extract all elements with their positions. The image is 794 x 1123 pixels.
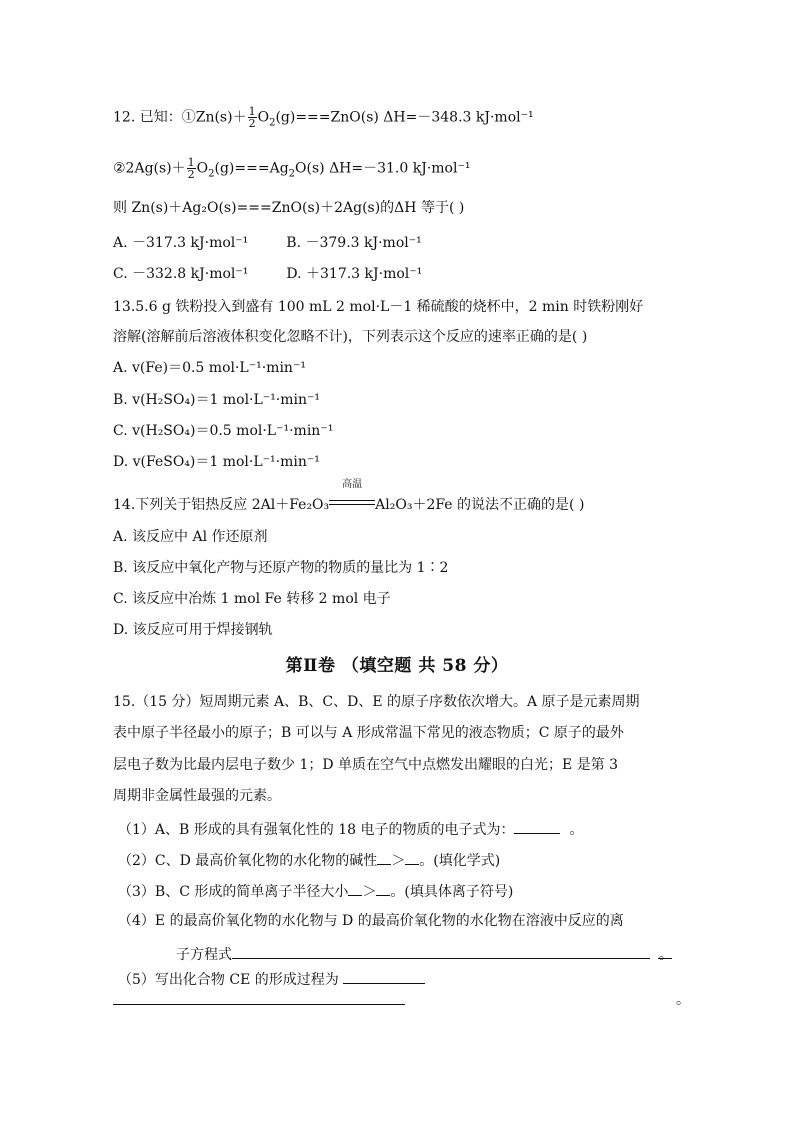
q14-option-b: B. 该反应中氧化产物与还原产物的物质的量比为 1∶2 xyxy=(113,560,449,576)
q13-stem-line2: 溶解(溶解前后溶液体积变化忽略不计)，下列表示这个反应的速率正确的是( ) xyxy=(113,329,588,345)
q15-sub3-gt: ＞ xyxy=(362,884,377,900)
q15-sub3-end: 。(填具体离子符号) xyxy=(390,884,514,900)
reaction-condition: 高温 xyxy=(342,479,363,490)
q15-sub5 xyxy=(118,968,734,990)
fraction-one-half xyxy=(248,106,257,129)
q12-line2-pre: ②2Ag(s)＋ xyxy=(113,160,186,177)
q12-line2-sub: 2 xyxy=(208,168,215,180)
q13-option-a: A. v(Fe)＝0.5 mol·L⁻¹·min⁻¹ xyxy=(113,360,306,376)
q15-sub5-end: 。 xyxy=(676,992,690,1008)
q12-options-ab xyxy=(113,233,734,253)
q14-option-d: D. 该反应可用于焊接钢轨 xyxy=(113,622,273,638)
q14-option-a: A. 该反应中 Al 作还原剂 xyxy=(113,529,268,545)
fraction-numerator-2: 1 xyxy=(187,156,195,169)
answer-blank-3a[interactable] xyxy=(348,880,362,896)
q14-option-c: C. 该反应中冶炼 1 mol Fe 转移 2 mol 电子 xyxy=(113,591,391,607)
q15-sub1-end: 。 xyxy=(569,822,584,838)
q12-line2 xyxy=(113,157,734,180)
q15-stem-line2: 表中原子半径最小的原子；B 可以与 A 形成常温下常见的液态物质；C 原子的最外 xyxy=(113,725,624,741)
q15-sub5-text: （5）写出化合物 CE 的形成过程为 xyxy=(118,972,339,988)
q12-line2-post: O(s) ΔH=－31.0 kJ·mol⁻¹ xyxy=(295,160,471,177)
q12-line1 xyxy=(113,106,734,129)
q13-option-c: C. v(H₂SO₄)＝0.5 mol·L⁻¹·min⁻¹ xyxy=(113,423,334,439)
section-heading: 第Ⅱ卷 （填空题 共 58 分） xyxy=(285,656,509,676)
q15-stem-line1: 15.（15 分）短周期元素 A、B、C、D、E 的原子序数依次增大。A 原子是元素周期 xyxy=(113,694,640,710)
fraction-numerator: 1 xyxy=(248,105,256,118)
q12-line1-o: O xyxy=(257,109,270,126)
q14-stem-post: Al₂O₃＋2Fe 的说法不正确的是( ) xyxy=(375,497,585,513)
answer-blank-2a[interactable] xyxy=(377,849,391,865)
q15-sub3 xyxy=(118,880,734,902)
q12-line1-post: (g)===ZnO(s) ΔH=－348.3 kJ·mol⁻¹ xyxy=(275,109,534,126)
answer-blank-3b[interactable] xyxy=(376,880,390,896)
q12-line1-pre: 12. 已知：①Zn(s)＋ xyxy=(113,109,247,126)
q12-line2-sub2: 2 xyxy=(288,168,296,180)
q15-sub3-text: （3）B、C 形成的简单离子半径大小 xyxy=(118,884,349,900)
q15-sub4-end: 。 xyxy=(658,947,673,963)
q12-line2-o: O xyxy=(196,160,209,177)
q12-option-c: C. －332.8 kJ·mol⁻¹ xyxy=(113,266,249,282)
q14-stem xyxy=(113,479,734,515)
answer-blank-5b[interactable] xyxy=(113,1004,405,1005)
answer-blank-4[interactable] xyxy=(232,943,650,959)
q15-stem-line4: 周期非金属性最强的元素。 xyxy=(113,788,281,804)
reaction-condition-arrow xyxy=(329,479,375,509)
q15-sub1 xyxy=(118,818,734,840)
answer-blank-1[interactable] xyxy=(514,818,560,834)
q12-stem: 则 Zn(s)＋Ag₂O(s)===ZnO(s)＋2Ag(s)的ΔH 等于( ) xyxy=(113,200,465,216)
q15-sub4-label: 子方程式 xyxy=(176,947,232,963)
fraction-one-half-2 xyxy=(187,157,196,180)
q15-sub2-end: 。(填化学式) xyxy=(419,853,501,869)
q13-stem-line1: 13.5.6 g 铁粉投入到盛有 100 mL 2 mol·L－1 稀硫酸的烧杯中，2 min 时铁粉刚好 xyxy=(113,299,644,315)
q15-stem-line3: 层电子数为比最内层电子数少 1；D 单质在空气中点燃发出耀眼的白光；E 是第 3 xyxy=(113,757,619,773)
q12-line2-mid: (g)===Ag xyxy=(214,160,289,177)
q12-line1-sub: 2 xyxy=(269,117,276,129)
q15-sub1-text: （1）A、B 形成的具有强氧化性的 18 电子的物质的电子式为： xyxy=(118,822,515,838)
q15-sub2 xyxy=(118,849,734,871)
fraction-denominator: 2 xyxy=(248,117,256,130)
q13-option-b: B. v(H₂SO₄)＝1 mol·L⁻¹·min⁻¹ xyxy=(113,392,321,408)
answer-blank-5a[interactable] xyxy=(343,968,425,984)
q14-stem-pre: 14.下列关于铝热反应 2Al＋Fe₂O₃ xyxy=(113,497,330,513)
fraction-denominator-2: 2 xyxy=(187,168,195,181)
q15-sub2-text: （2）C、D 最高价氧化物的水化物的碱性 xyxy=(118,853,378,869)
q15-sub4-line1: （4）E 的最高价氧化物的水化物与 D 的最高价氧化物的水化物在溶液中反应的离 xyxy=(118,913,624,929)
q12-options-cd xyxy=(113,264,734,284)
answer-blank-4-tail xyxy=(658,958,672,959)
double-line-equals xyxy=(329,500,375,505)
q12-option-a: A. －317.3 kJ·mol⁻¹ xyxy=(113,235,249,251)
q12-option-b: B. －379.3 kJ·mol⁻¹ xyxy=(286,235,422,251)
answer-blank-2b[interactable] xyxy=(405,849,419,865)
q12-option-d: D. ＋317.3 kJ·mol⁻¹ xyxy=(286,266,423,282)
q13-option-d: D. v(FeSO₄)＝1 mol·L⁻¹·min⁻¹ xyxy=(113,454,320,470)
q15-sub4-line2 xyxy=(176,943,674,965)
q15-sub2-gt: ＞ xyxy=(391,853,406,869)
